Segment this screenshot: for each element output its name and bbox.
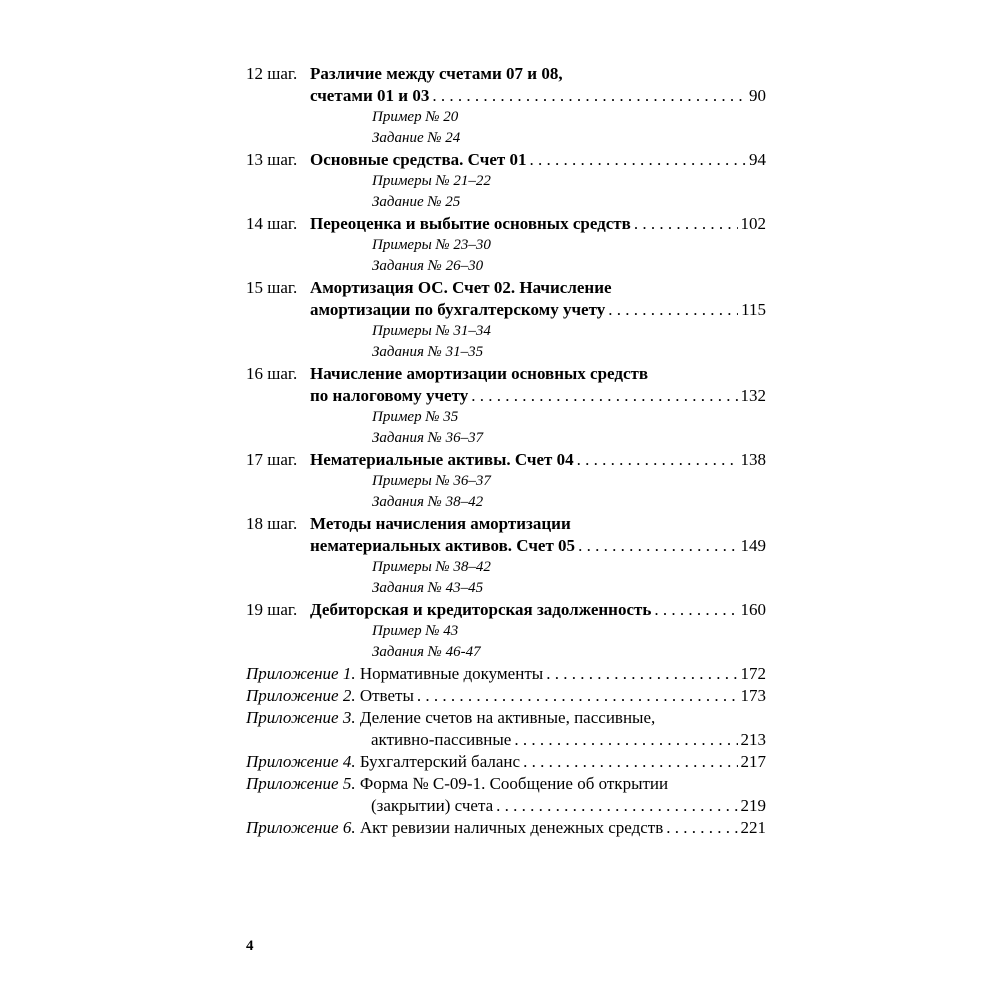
- page-number: 132: [740, 386, 766, 405]
- appendix-label: Приложение 2.: [246, 686, 356, 705]
- step-number: 18 шаг.: [246, 514, 298, 533]
- page-number: 219: [740, 796, 766, 815]
- entry-title: Методы начисления амортизации: [310, 514, 571, 533]
- sub-entry: Пример № 35: [372, 409, 459, 425]
- appendix-label: Приложение 3.: [246, 708, 356, 727]
- entry-title: Ответы: [359, 686, 414, 705]
- appendix-label: Приложение 6.: [246, 818, 356, 837]
- step-number: 15 шаг.: [246, 278, 298, 297]
- dot-leader: [417, 685, 738, 707]
- page-number: 221: [740, 818, 766, 837]
- step-number: 13 шаг.: [246, 150, 298, 169]
- dot-leader: [523, 751, 737, 773]
- sub-entry: Примеры № 31–34: [372, 323, 491, 339]
- entry-title-cont: нематериальных активов. Счет 05: [310, 536, 576, 555]
- entry-title: Амортизация ОС. Счет 02. Начисление: [310, 278, 612, 297]
- sub-entry: Примеры № 36–37: [372, 473, 491, 489]
- entry-title: Деление счетов на активные, пассивные,: [359, 708, 656, 727]
- dot-leader: [471, 385, 737, 407]
- sub-entry: Примеры № 38–42: [372, 559, 491, 575]
- dot-leader: [608, 299, 738, 321]
- toc-appendix-2: [246, 685, 766, 707]
- entry-title-cont: (закрытии) счета: [371, 796, 494, 815]
- toc-entry-12-cont: [246, 85, 766, 107]
- appendix-label: Приложение 5.: [246, 774, 356, 793]
- toc-entry-15-cont: [246, 299, 766, 321]
- entry-title-cont: счетами 01 и 03: [310, 86, 430, 105]
- page-number: 94: [749, 150, 766, 169]
- entry-title: Бухгалтерский баланс: [359, 752, 521, 771]
- toc-entry-12: [246, 63, 766, 85]
- entry-title-cont: по налоговому учету: [310, 386, 469, 405]
- page-number: 102: [740, 214, 766, 233]
- dot-leader: [546, 663, 737, 685]
- page-folio: 4: [246, 938, 254, 954]
- entry-title: Нематериальные активы. Счет 04: [310, 450, 574, 469]
- toc-entry-14: [246, 213, 766, 235]
- toc-appendix-4: [246, 751, 766, 773]
- page-number: 217: [740, 752, 766, 771]
- page-number: 149: [740, 536, 766, 555]
- sub-entry: Примеры № 23–30: [372, 237, 491, 253]
- dot-leader: [514, 729, 737, 751]
- entry-title: Дебиторская и кредиторская задолженность: [310, 600, 652, 619]
- entry-title-cont: активно-пассивные: [371, 730, 512, 749]
- entry-title-cont: амортизации по бухгалтерскому учету: [310, 300, 606, 319]
- sub-entry: Задания № 31–35: [372, 344, 484, 360]
- toc-entry-15: [246, 277, 766, 299]
- toc-appendix-5-cont: [246, 795, 766, 817]
- step-number: 16 шаг.: [246, 364, 298, 383]
- step-number: 19 шаг.: [246, 600, 298, 619]
- entry-title: Форма № С-09-1. Сообщение об открытии: [359, 774, 669, 793]
- step-number: 12 шаг.: [246, 64, 298, 83]
- dot-leader: [496, 795, 737, 817]
- step-number: 17 шаг.: [246, 450, 298, 469]
- toc-entry-19: [246, 599, 766, 621]
- toc-entry-16-cont: [246, 385, 766, 407]
- sub-entry: Задания № 38–42: [372, 494, 484, 510]
- sub-entry: Пример № 20: [372, 109, 459, 125]
- entry-title: Основные средства. Счет 01: [310, 150, 527, 169]
- table-of-contents: [246, 63, 766, 839]
- appendix-label: Приложение 4.: [246, 752, 356, 771]
- page-number: 213: [740, 730, 766, 749]
- step-number: 14 шаг.: [246, 214, 298, 233]
- toc-appendix-3: [246, 707, 766, 729]
- entry-title: Нормативные документы: [359, 664, 544, 683]
- sub-entry: Примеры № 21–22: [372, 173, 491, 189]
- toc-appendix-6: [246, 817, 766, 839]
- page-number: 172: [740, 664, 766, 683]
- toc-appendix-1: [246, 663, 766, 685]
- page-number: 160: [740, 600, 766, 619]
- entry-title: Переоценка и выбытие основных средств: [310, 214, 631, 233]
- toc-entry-13: [246, 149, 766, 171]
- dot-leader: [634, 213, 738, 235]
- page-number: 115: [741, 300, 766, 319]
- entry-title: Начисление амортизации основных средств: [310, 364, 649, 383]
- sub-entry: Задания № 46-47: [372, 644, 481, 660]
- toc-entry-16: [246, 363, 766, 385]
- sub-entry: Задание № 24: [372, 130, 461, 146]
- toc-entry-18-cont: [246, 535, 766, 557]
- sub-entry: Задания № 36–37: [372, 430, 484, 446]
- page-number: 138: [740, 450, 766, 469]
- toc-entry-18: [246, 513, 766, 535]
- dot-leader: [577, 449, 738, 471]
- sub-entry: Задания № 43–45: [372, 580, 484, 596]
- page-number: 90: [749, 86, 766, 105]
- toc-appendix-3-cont: [246, 729, 766, 751]
- dot-leader: [666, 817, 737, 839]
- page-number: 173: [740, 686, 766, 705]
- sub-entry: Задание № 25: [372, 194, 461, 210]
- sub-entry: Задания № 26–30: [372, 258, 484, 274]
- entry-title: Различие между счетами 07 и 08,: [310, 64, 563, 83]
- dot-leader: [432, 85, 746, 107]
- toc-appendix-5: [246, 773, 766, 795]
- entry-title: Акт ревизии наличных денежных средств: [359, 818, 664, 837]
- dot-leader: [578, 535, 737, 557]
- sub-entry: Пример № 43: [372, 623, 459, 639]
- dot-leader: [654, 599, 737, 621]
- dot-leader: [529, 149, 746, 171]
- appendix-label: Приложение 1.: [246, 664, 356, 683]
- toc-entry-17: [246, 449, 766, 471]
